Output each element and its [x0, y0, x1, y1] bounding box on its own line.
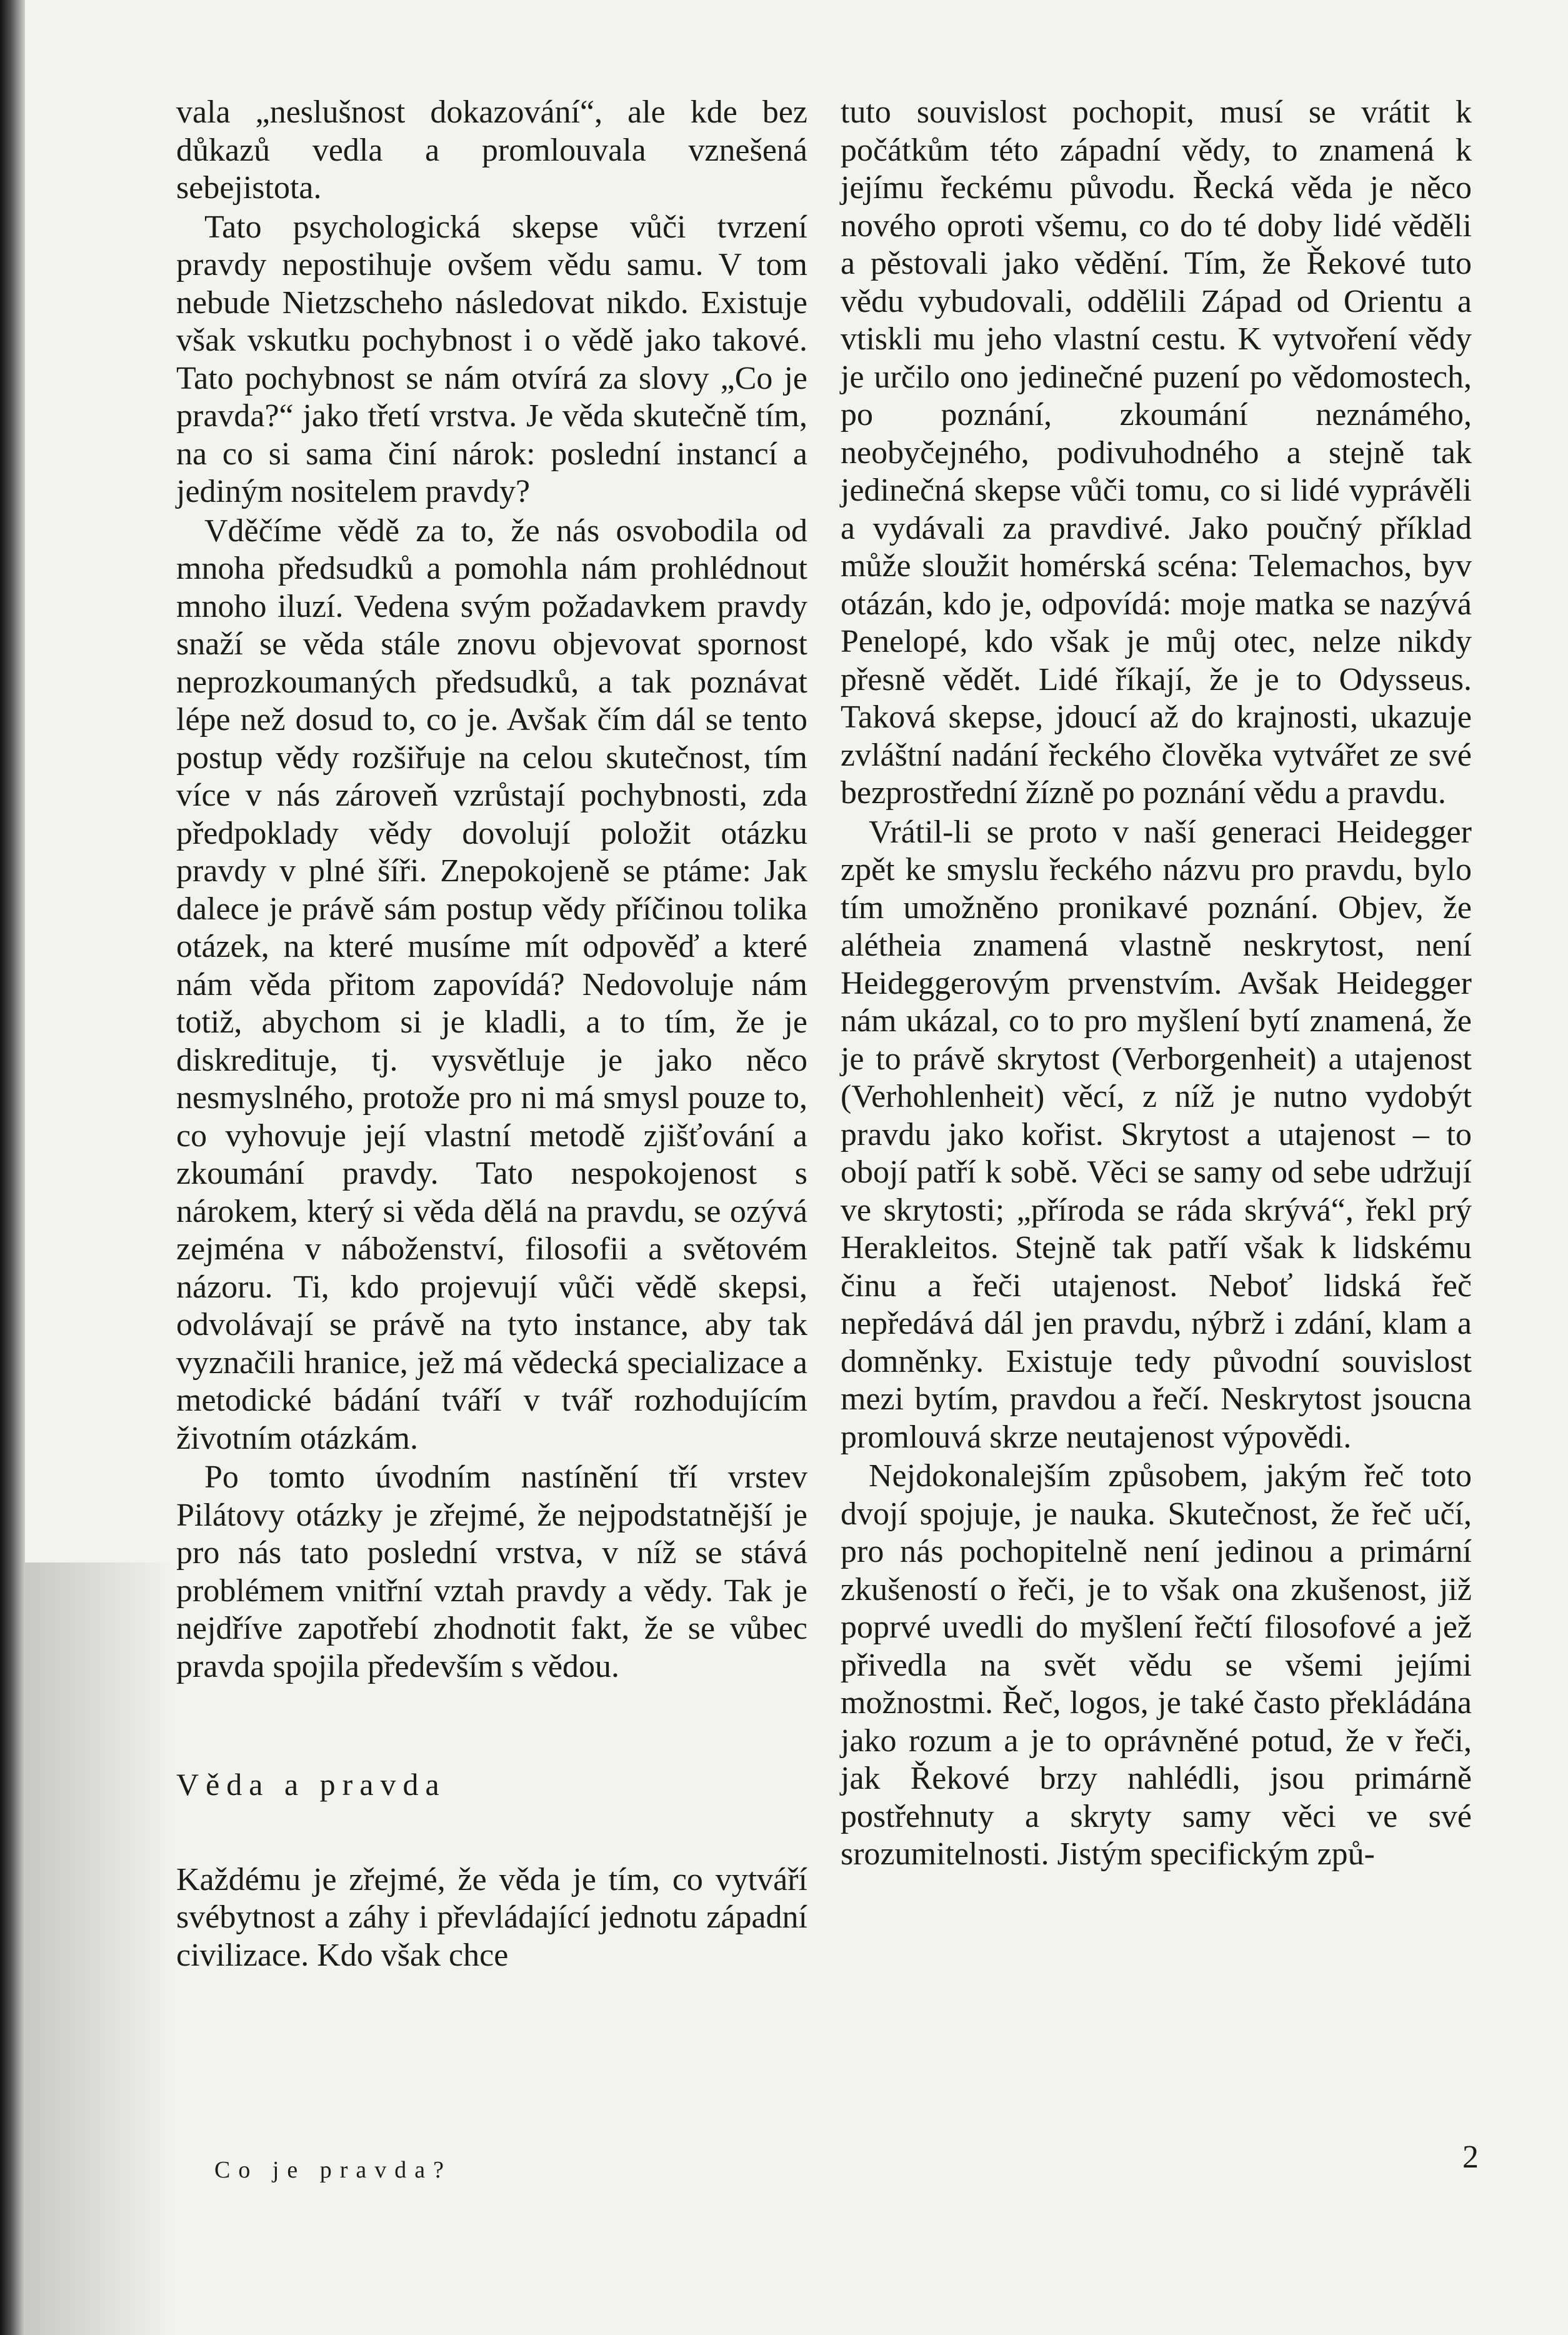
paragraph: vala „neslušnost dokazování“, ale kde bez důkazů vedla a promlouvala vznešená sebejistota. — [176, 94, 807, 206]
left-text-column — [176, 94, 807, 1974]
paragraph: tuto souvislost pochopit, musí se vrátit k počátkům této západní vědy, to znamená k jejímu řeckému původu. Řecká věda je něco nového oproti všemu, co do té doby lidé věděli a pěstovali jako vědění. Tím, že Řekové tuto vědu vybudovali, oddělili Západ od Orientu a vtiskli mu jeho vlastní cestu. K vytvoření vědy je určilo ono jedinečné puzení po vědomostech, po poznání, zkoumání neznámého, neobyčejného, podivuhodného a stejně tak jedinečná skepse vůči tomu, co si lidé vyprávěli a vydávali za pravdivé. Jako poučný příklad může sloužit homérská scéna: Telemachos, byv otázán, kdo je, odpovídá: moje matka se nazývá Penelopé, kdo však je můj otec, nelze nikdy přesně vědět. Lidé říkají, že je to Odysseus. Taková skepse, jdoucí až do krajnosti, ukazuje zvláštní nadání řeckého člověka vytvářet ze své bezprostřední žízně po poznání vědu a pravdu. — [841, 94, 1472, 811]
paragraph: Po tomto úvodním nastínění tří vrstev Pilátovy otázky je zřejmé, že nejpodstatnější je pro nás tato poslední vrstva, v níž se stává problémem vnitřní vztah pravdy a vědy. Tak je nejdříve zapotřebí zhodnotit fakt, že se vůbec pravda spojila především s vědou. — [176, 1459, 807, 1684]
page-number: 2 — [1462, 2139, 1479, 2175]
paragraph: Vrátil-li se proto v naší generaci Heidegger zpět ke smyslu řeckého názvu pro pravdu, bylo tím umožněno pronikavé poznání. Objev, že alétheia znamená vlastně neskrytost, není Heideggerovým prvenstvím. Avšak Heidegger nám ukázal, co to pro myšlení bytí znamená, že je to právě skrytost (Verborgenheit) a utajenost (Verhohlenheit) věcí, z níž je nutno vydobýt pravdu jako kořist. Skrytost a utajenost – to obojí patří k sobě. Věci se samy od sebe udržují ve skrytosti; „příroda se ráda skrývá“, řekl prý Herakleitos. Stejně tak patří však k lidskému činu a řeči utajenost. Neboť lidská řeč nepředává dál jen pravdu, nýbrž i zdání, klam a domněnky. Existuje tedy původní souvislost mezi bytím, pravdou a řečí. Neskrytost jsoucna promlouvá skrze neutajenost výpovědi. — [841, 814, 1472, 1455]
section-heading: Věda a pravda — [176, 1767, 446, 1802]
running-footer-title: Co je pravda? — [214, 2157, 452, 2183]
paragraph: Každému je zřejmé, že věda je tím, co vytváří svébytnost a záhy i převládající jednotu západní civilizace. Kdo však chce — [176, 1861, 807, 1973]
paragraph: Vděčíme vědě za to, že nás osvobodila od mnoha předsudků a pomohla nám prohlédnout mnoho iluzí. Vedena svým požadavkem pravdy snaží se věda stále znovu objevovat spornost neprozkoumaných předsudků, a tak poznávat lépe než dosud to, co je. Avšak čím dál se tento postup vědy rozšiřuje na celou skutečnost, tím více v nás zároveň vzrůstají pochybnosti, zda předpoklady vědy dovolují položit otázku pravdy v plné šíři. Znepokojeně se ptáme: Jak dalece je právě sám postup vědy příčinou tolika otázek, na které musíme mít odpověď a které nám věda přitom zapovídá? Nedovoluje nám totiž, abychom si je kladli, a to tím, že je diskredituje, tj. vysvětluje je jako něco nesmyslného, protože pro ni má smysl pouze to, co vyhovuje její vlastní metodě zjišťování a zkoumání pravdy. Tato nespokojenost s nárokem, který si věda dělá na pravdu, se ozývá zejména v náboženství, filosofii a světovém názoru. Ti, kdo projevují vůči vědě skepsi, odvolávají se právě na tyto instance, aby tak vyznačili hranice, jež má vědecká specializace a metodické bádání tváří v tvář rozhodujícím životním otázkám. — [176, 512, 807, 1456]
right-text-column — [841, 94, 1472, 1874]
paragraph: Nejdokonalejším způsobem, jakým řeč toto dvojí spojuje, je nauka. Skutečnost, že řeč učí, pro nás pochopitelně není jedinou a primární zkušeností o řeči, je to však ona zkušenost, již poprvé uvedli do myšlení řečtí filosofové a jež přivedla na svět vědu se všemi jejími možnostmi. Řeč, logos, je také často překládána jako rozum a je to oprávněné potud, že v řeči, jak Řekové brzy nahlédli, jsou primárně postřehnuty a skryty samy věci ve své srozumitelnosti. Jistým specifickým způ- — [841, 1458, 1472, 1872]
page-edge-shadow — [0, 0, 25, 2335]
scan-shading — [25, 1562, 175, 2335]
paragraph: Tato psychologická skepse vůči tvrzení pravdy nepostihuje ovšem vědu samu. V tom nebude Nietzscheho následovat nikdo. Existuje však vskutku pochybnost i o vědě jako takové. Tato pochybnost se nám otvírá za slovy „Co je pravda?“ jako třetí vrstva. Je věda skutečně tím, na co si sama činí nárok: poslední instancí a jediným nositelem pravdy? — [176, 209, 807, 509]
